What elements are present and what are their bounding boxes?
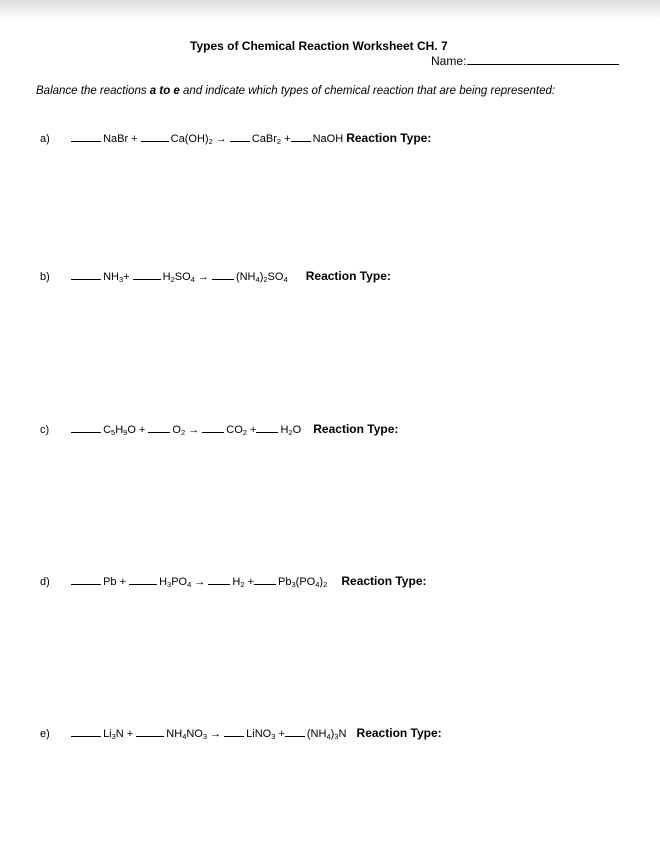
product: $Pb_3(PO_4)_2$ [278, 576, 328, 589]
reaction-label: a) [40, 133, 50, 145]
reaction-type-label: Reaction Type: [341, 574, 427, 588]
reaction-c: c) $C_5H_9O + O_2 \to CO_2 + H_2O$ Reaction Type: [40, 422, 399, 437]
reactant: $Ca(OH)_2$ [170, 133, 213, 146]
product: $CO_2$ [226, 424, 247, 437]
coefficient-blank[interactable] [212, 269, 234, 280]
product: $(NH_4)_2SO_4$ [235, 271, 288, 284]
reaction-label: c) [40, 424, 50, 436]
reaction-d: d) $Pb + H_3PO_4 \to H_2 + Pb_3(PO_4)_2$ Reaction Type: [40, 574, 427, 589]
coefficient-blank[interactable] [224, 726, 244, 737]
coefficient-blank[interactable] [148, 422, 170, 433]
name-label: Name: [431, 54, 467, 68]
coefficient-blank[interactable] [230, 131, 250, 142]
worksheet-title: Types of Chemical Reaction Worksheet CH. 7 [190, 39, 448, 53]
reaction-e: e) $Li_3N + NH_4NO_3$ → LiNO$_3$ + $(NH_4)_3N$ Reaction Type: [40, 726, 442, 741]
reaction-b [40, 268, 391, 284]
coefficient-blank[interactable] [71, 422, 101, 433]
reactant: $C_5H_9O$ + [103, 424, 146, 437]
product: NaOH [312, 133, 344, 145]
product: $H_2$ [232, 576, 245, 589]
reaction-type-label: Reaction Type: [305, 269, 391, 283]
arrow-icon: → [215, 133, 227, 145]
coefficient-blank[interactable] [129, 574, 157, 585]
coefficient-blank[interactable] [136, 726, 164, 737]
reaction-type-label: Reaction Type: [346, 131, 432, 145]
reactant: NaBr + [103, 133, 138, 145]
reactant: $H_3PO_4$ [159, 576, 192, 589]
name-field [431, 54, 619, 68]
reaction-label: b) [40, 271, 50, 283]
arrow-icon: → [188, 424, 200, 436]
reactant: Pb + [103, 576, 126, 588]
coefficient-blank[interactable] [71, 131, 101, 142]
reaction-type-label: Reaction Type: [313, 422, 399, 436]
coefficient-blank[interactable] [256, 422, 278, 433]
coefficient-blank[interactable] [133, 269, 161, 280]
reaction-label: d) [40, 576, 50, 588]
arrow-icon: → [197, 271, 209, 283]
reactant: $O_2$ [172, 424, 186, 437]
coefficient-blank[interactable] [291, 131, 311, 142]
coefficient-blank[interactable] [71, 726, 101, 737]
reactant: $H_2SO_4$ [162, 271, 195, 284]
instructions-range: a to e [149, 85, 180, 97]
arrow-icon: → [210, 728, 222, 740]
reactant: $NH_4NO_3$ [166, 728, 208, 741]
product: CaBr$_2$ [251, 133, 282, 146]
page-top-shadow [0, 0, 660, 20]
product: LiNO$_3$ [246, 728, 276, 741]
reaction-type-label: Reaction Type: [356, 726, 442, 740]
coefficient-blank[interactable] [71, 574, 101, 585]
arrow-icon: → [194, 576, 206, 588]
product: $H_2O$ [280, 424, 302, 437]
coefficient-blank[interactable] [254, 574, 276, 585]
reaction-label: e) [40, 728, 50, 740]
coefficient-blank[interactable] [202, 422, 224, 433]
name-blank[interactable] [467, 54, 619, 65]
reaction-a: a) NaBr + $Ca(OH)_2$ → CaBr$_2$ + NaOH Reaction Type: [40, 131, 432, 146]
instructions: Balance the reactions a to e and indicate which types of chemical reaction that are being represented: [36, 85, 556, 97]
reactant: $Li_3N$ + [103, 728, 134, 741]
coefficient-blank[interactable] [208, 574, 230, 585]
coefficient-blank[interactable] [285, 726, 305, 737]
product: $(NH_4)_3N$ [306, 728, 347, 741]
reactant: $NH_3+$ [103, 271, 130, 284]
coefficient-blank[interactable] [141, 131, 169, 142]
coefficient-blank[interactable] [71, 269, 101, 280]
